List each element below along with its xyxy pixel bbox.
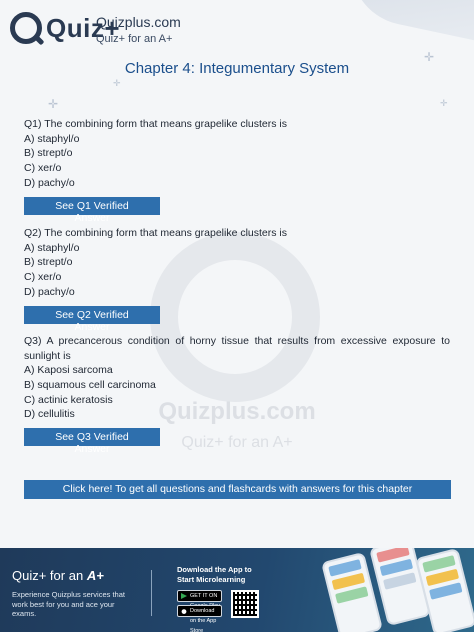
option-d: D) pachy/o [24, 285, 75, 298]
question-2 [24, 226, 450, 333]
page-title: Chapter 4: Integumentary System [124, 60, 350, 77]
q3-answer-button[interactable]: See Q3 Verified Answer [24, 428, 160, 446]
q1-answer-button[interactable]: See Q1 Verified Answer [24, 197, 160, 215]
watermark-name: Quizplus.com [158, 398, 316, 425]
logo-q-icon [10, 12, 42, 44]
question-1 [24, 117, 450, 224]
question-text: Q1) The combining form that means grapelike clusters is [24, 118, 288, 130]
option-a: A) staphyl/o [24, 241, 80, 254]
apple-icon [181, 608, 187, 614]
download-line-1: Download the App to [177, 565, 252, 574]
watermark-tagline: Quiz+ for an A+ [181, 434, 293, 451]
google-play-icon [181, 593, 187, 599]
footer-title-text: Quiz+ for an [12, 568, 84, 583]
app-store-label: Download on the App Store [190, 608, 217, 632]
sparkle-icon: ✛ [48, 97, 59, 111]
google-play-button[interactable] [177, 590, 222, 602]
google-play-label: GET IT ON [190, 593, 218, 599]
q2-answer-button[interactable]: See Q2 Verified Answer [24, 306, 160, 324]
sparkle-icon: ✛ [440, 98, 448, 108]
phone-mockup [415, 548, 474, 632]
option-b: B) strept/o [24, 147, 73, 160]
brand-tagline: Quiz+ for an A+ [96, 33, 173, 45]
footer-aplus-badge: A+ [86, 568, 104, 583]
option-b: B) strept/o [24, 256, 73, 269]
download-heading [177, 565, 252, 584]
brand-name: Quizplus.com [96, 14, 181, 30]
footer-divider [151, 570, 152, 616]
app-promo-banner [0, 548, 474, 632]
app-store-button[interactable] [177, 605, 222, 632]
download-line-2: Start Microlearning [177, 574, 246, 584]
logo-text: Quiz+ [46, 12, 121, 43]
sparkle-icon: ✛ [113, 78, 121, 88]
get-all-questions-button[interactable]: Click here! To get all questions and flashcards with answers for this chapter [24, 480, 451, 499]
option-a: A) Kaposi sarcoma [24, 364, 113, 376]
brand-block [96, 14, 181, 45]
question-3 [24, 334, 450, 455]
sparkle-icon: ✛ [424, 50, 435, 64]
footer-description: Experience Quizplus services that work best for you and ace your exams. [12, 590, 125, 618]
question-text: Q2) The combining form that means grapelike clusters is [24, 227, 288, 239]
option-d: D) cellulitis [24, 408, 75, 421]
option-a: A) staphyl/o [24, 132, 80, 145]
option-d: D) pachy/o [24, 176, 75, 189]
option-c: C) xer/o [24, 162, 62, 175]
header-decoration [340, 0, 474, 47]
qr-code[interactable] [231, 590, 259, 618]
option-b: B) squamous cell carcinoma [24, 378, 156, 391]
footer-title [12, 568, 104, 583]
option-c: C) xer/o [24, 271, 62, 284]
option-c: C) actinic keratosis [24, 393, 113, 406]
question-text: Q3) A precancerous condition of horny tissue that results from excessive exposure to sunlight is [24, 335, 450, 362]
